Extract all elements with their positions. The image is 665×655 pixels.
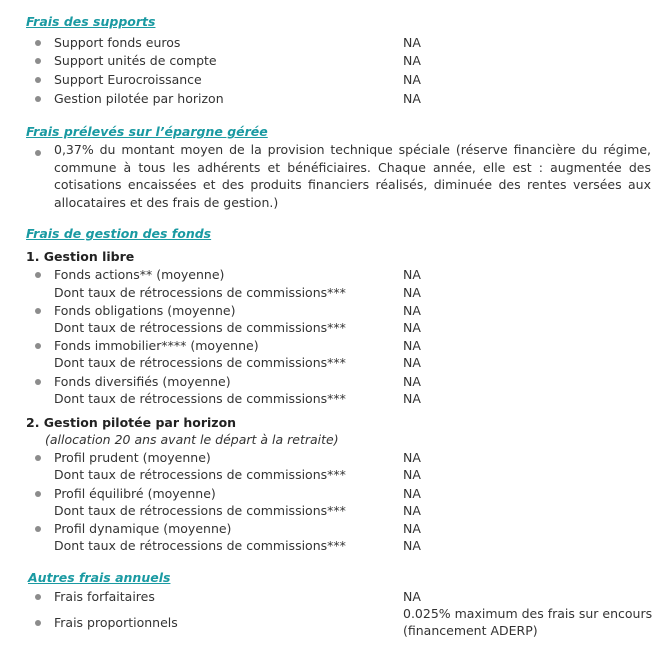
- item-value: NA: [403, 267, 421, 282]
- item-sub-label: Dont taux de rétrocessions de commissions***: [54, 391, 346, 406]
- epargne-paragraph: 0,37% du montant moyen de la provision technique spéciale (réserve financière du régime, commune à tous les adhérents et bénéficiaires. Chaque année, elle est : augmentée des cotisations encaissées et des produits financiers réalisés, diminuée des rentes versées aux allocataires et des frais de gestion.): [54, 142, 651, 210]
- item-label: Fonds diversifiés (moyenne): [54, 374, 231, 389]
- bullet-icon: [35, 308, 41, 314]
- item-sub-value: NA: [403, 320, 421, 335]
- bullet-icon: [35, 58, 41, 64]
- bullet-icon: [35, 343, 41, 349]
- list-item: [0, 52, 665, 70]
- bullet-icon: [35, 40, 41, 46]
- item-label: Fonds obligations (moyenne): [54, 303, 236, 318]
- list-item: [0, 485, 665, 503]
- list-item-sub: [0, 284, 665, 302]
- list-item-sub: [0, 319, 665, 337]
- list-item-sub: [0, 354, 665, 372]
- bullet-icon: [35, 379, 41, 385]
- section-heading-gestion: Frais de gestion des fonds: [26, 226, 212, 241]
- item-label: Profil équilibré (moyenne): [54, 486, 216, 501]
- item-value: NA: [403, 35, 421, 50]
- bullet-icon: [35, 491, 41, 497]
- item-sub-label: Dont taux de rétrocessions de commissions***: [54, 538, 346, 553]
- item-value: NA: [403, 486, 421, 501]
- item-label: Fonds actions** (moyenne): [54, 267, 225, 282]
- item-label: Support unités de compte: [54, 53, 217, 68]
- list-item: [0, 71, 665, 89]
- item-sub-value: NA: [403, 391, 421, 406]
- list-item: [0, 266, 665, 284]
- item-sub-value: NA: [403, 503, 421, 518]
- subsection-title-gestion-libre: 1. Gestion libre: [26, 249, 135, 264]
- item-label: Frais proportionnels: [54, 615, 178, 630]
- item-sub-label: Dont taux de rétrocessions de commissions***: [54, 320, 346, 335]
- item-value: NA: [403, 338, 421, 353]
- item-sub-label: Dont taux de rétrocessions de commissions***: [54, 467, 346, 482]
- bullet-icon: [35, 96, 41, 102]
- list-item: [0, 588, 665, 606]
- item-sub-label: Dont taux de rétrocessions de commissions***: [54, 355, 346, 370]
- allocation-note: (allocation 20 ans avant le départ à la retraite): [45, 432, 339, 447]
- item-sub-label: Dont taux de rétrocessions de commissions***: [54, 503, 346, 518]
- section-heading-supports: Frais des supports: [26, 14, 156, 29]
- list-item-sub: [0, 502, 665, 520]
- item-sub-value: NA: [403, 355, 421, 370]
- bullet-icon: [35, 150, 41, 156]
- item-value: NA: [403, 53, 421, 68]
- item-label: Profil prudent (moyenne): [54, 450, 211, 465]
- bullet-icon: [35, 455, 41, 461]
- item-value: NA: [403, 450, 421, 465]
- section-heading-epargne: Frais prélevés sur l’épargne gérée: [26, 124, 268, 139]
- subsection-title-gestion-pilotee: 2. Gestion pilotée par horizon: [26, 415, 237, 430]
- item-sub-value: NA: [403, 467, 421, 482]
- item-value: NA: [403, 589, 421, 604]
- bullet-icon: [35, 77, 41, 83]
- list-item: [0, 90, 665, 108]
- item-value: NA: [403, 521, 421, 536]
- item-value: NA: [403, 91, 421, 106]
- item-sub-label: Dont taux de rétrocessions de commissions***: [54, 285, 346, 300]
- item-label: Fonds immobilier**** (moyenne): [54, 338, 259, 353]
- item-label: Support fonds euros: [54, 35, 181, 50]
- item-value: NA: [403, 303, 421, 318]
- list-item: [0, 34, 665, 52]
- item-label: Gestion pilotée par horizon: [54, 91, 224, 106]
- item-sub-value: NA: [403, 285, 421, 300]
- item-label: Support Eurocroissance: [54, 72, 202, 87]
- item-value: NA: [403, 72, 421, 87]
- section-heading-autres: Autres frais annuels: [28, 570, 171, 585]
- list-item-sub: [0, 466, 665, 484]
- list-item-sub: [0, 390, 665, 408]
- bullet-icon: [35, 272, 41, 278]
- list-item: [0, 373, 665, 391]
- item-sub-value: NA: [403, 538, 421, 553]
- bullet-icon: [35, 620, 41, 626]
- item-value-line-1: 0.025% maximum des frais sur encours: [403, 606, 653, 621]
- item-label: Profil dynamique (moyenne): [54, 521, 232, 536]
- item-label: Frais forfaitaires: [54, 589, 155, 604]
- bullet-icon: [35, 594, 41, 600]
- list-item: [0, 520, 665, 538]
- bullet-icon: [35, 526, 41, 532]
- list-item: [0, 337, 665, 355]
- item-value: NA: [403, 374, 421, 389]
- list-item: [0, 449, 665, 467]
- list-item-sub: [0, 537, 665, 555]
- list-item: [0, 302, 665, 320]
- item-value-line-2: (financement ADERP): [403, 623, 538, 638]
